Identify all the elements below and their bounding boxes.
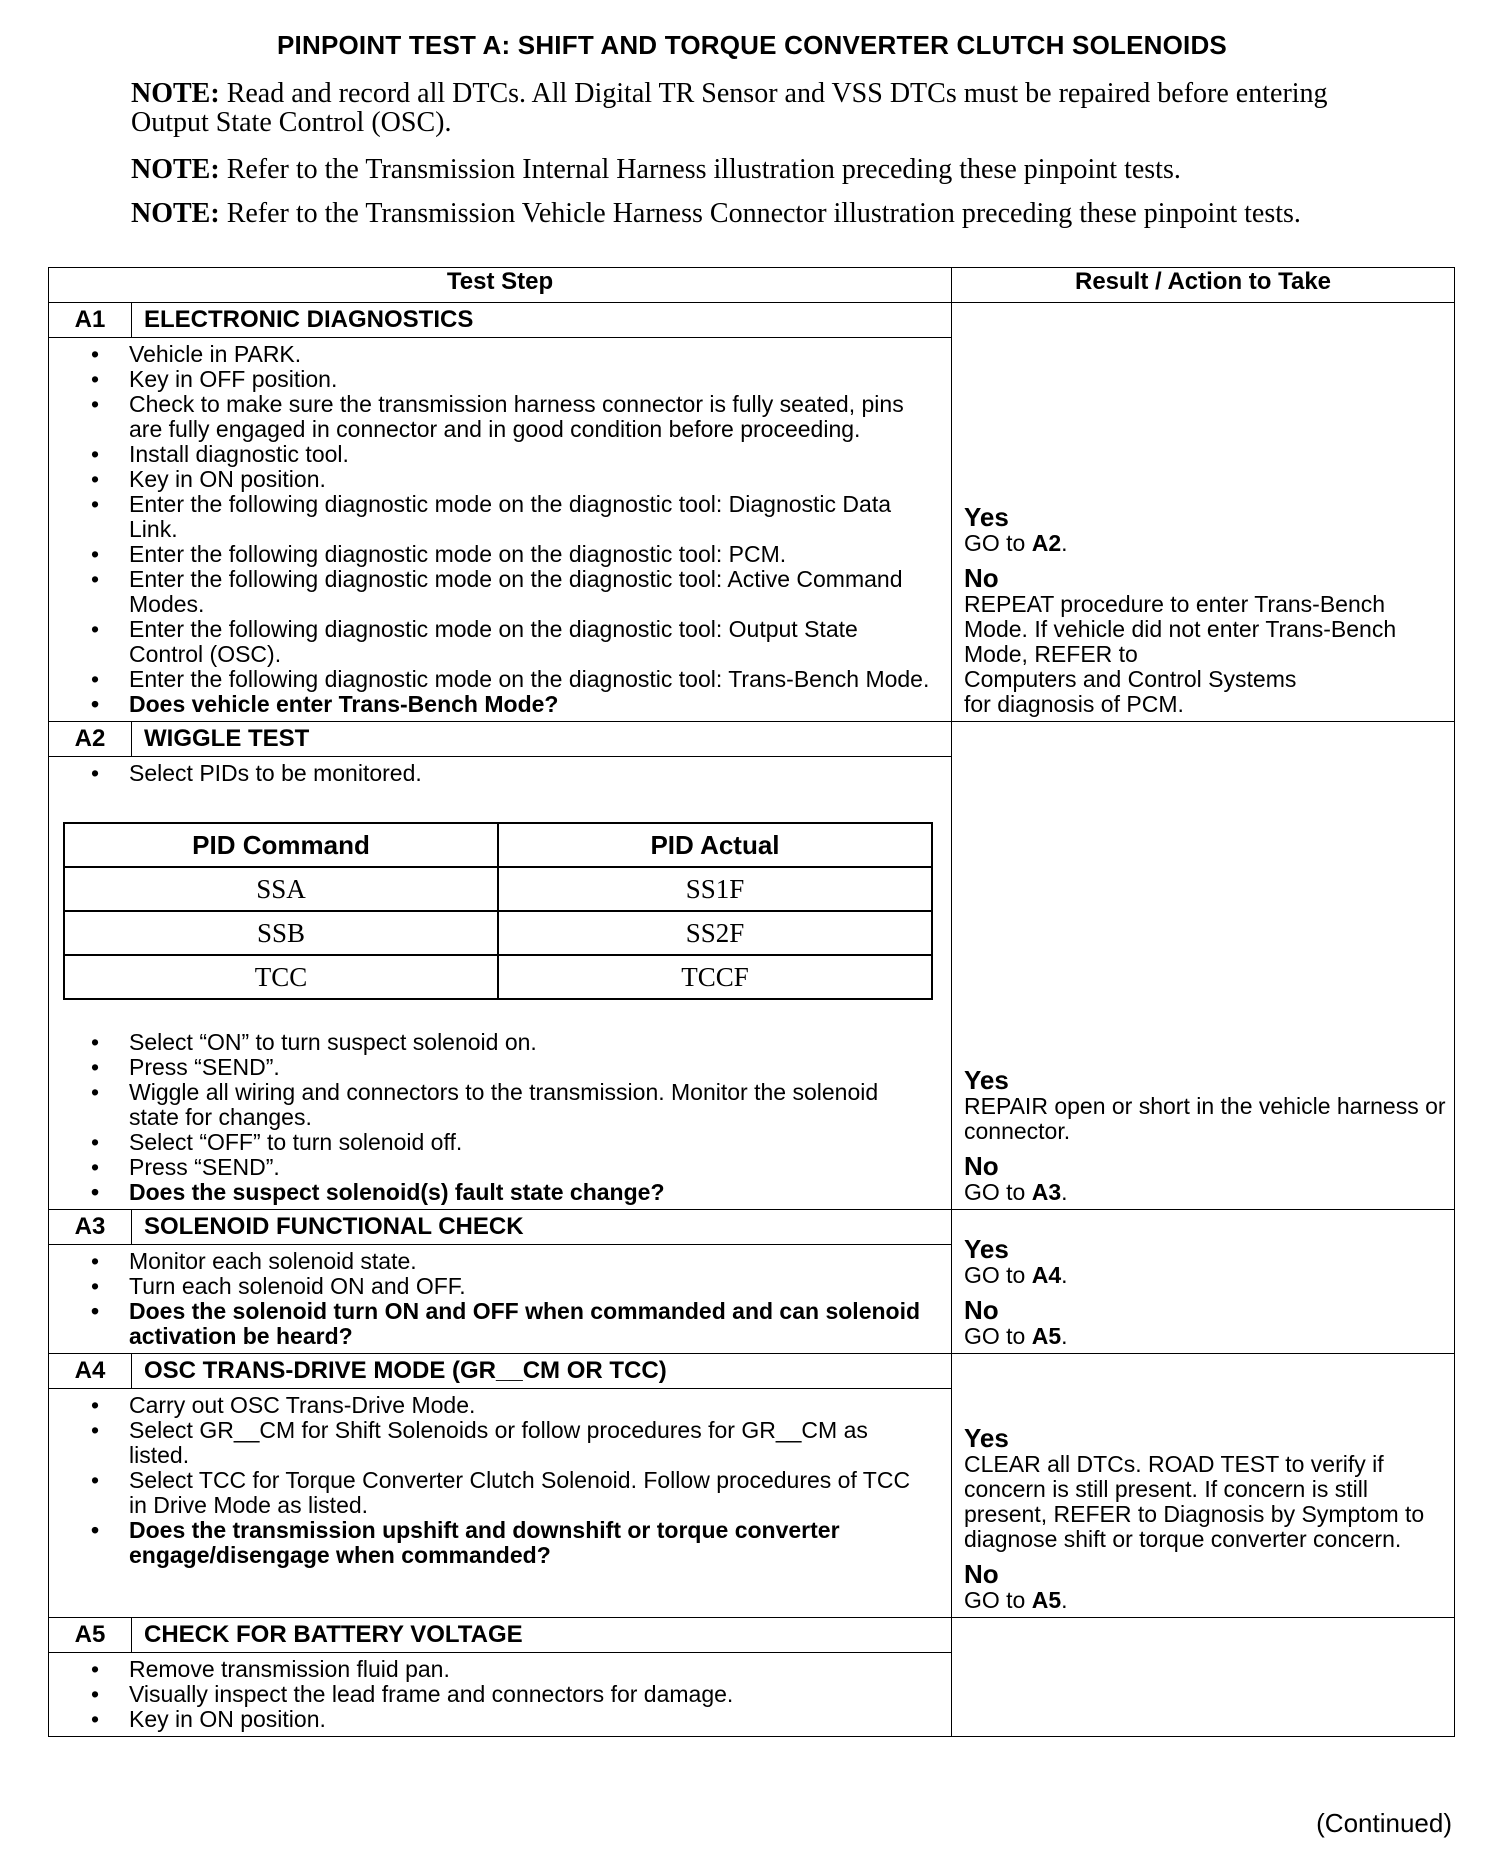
- yes-label: Yes: [964, 502, 1009, 532]
- step-a4-instructions: [49, 1389, 952, 1618]
- step-a5-header: [49, 1618, 1455, 1653]
- step-a1-header: [49, 303, 1455, 338]
- list-item-question: • Does the suspect solenoid(s) fault state change?: [129, 1180, 931, 1205]
- list-item: • Turn each solenoid ON and OFF.: [129, 1274, 931, 1299]
- pid-actual-cell: SS2F: [498, 911, 932, 955]
- col-test-step: Test Step: [49, 268, 952, 303]
- yes-action: GO to A2.: [964, 530, 1068, 556]
- step-id: A3: [49, 1210, 132, 1245]
- step-a4-header: [49, 1354, 1455, 1389]
- no-action: GO to A5.: [964, 1323, 1068, 1349]
- list-item: • Monitor each solenoid state.: [129, 1249, 931, 1274]
- list-item: • Enter the following diagnostic mode on the diagnostic tool: Trans-Bench Mode.: [129, 667, 931, 692]
- step-a4-result: [952, 1354, 1455, 1618]
- pid-command-cell: SSA: [64, 867, 498, 911]
- step-title: OSC TRANS-DRIVE MODE (GR__CM OR TCC): [132, 1354, 952, 1389]
- list-item: • Key in ON position.: [129, 1707, 931, 1732]
- step-a2-instructions: [49, 757, 952, 1210]
- list-item-question: • Does the transmission upshift and downshift or torque converter engage/disengage when commanded?: [129, 1518, 931, 1568]
- table-row: [64, 867, 932, 911]
- step-title: ELECTRONIC DIAGNOSTICS: [132, 303, 952, 338]
- table-header-row: [49, 268, 1455, 303]
- step-id: A4: [49, 1354, 132, 1389]
- list-item: • Carry out OSC Trans-Drive Mode.: [129, 1393, 931, 1418]
- no-action: GO to A3.: [964, 1179, 1068, 1205]
- step-id: A2: [49, 722, 132, 757]
- list-item: • Enter the following diagnostic mode on the diagnostic tool: Active Command Modes.: [129, 567, 931, 617]
- pid-header-row: [64, 823, 932, 867]
- list-item: • Select TCC for Torque Converter Clutch Solenoid. Follow procedures of TCC in Drive Mode as listed.: [129, 1468, 931, 1518]
- no-action: GO to A5.: [964, 1587, 1068, 1613]
- step-a2-header: [49, 722, 1455, 757]
- list-item: • Wiggle all wiring and connectors to the transmission. Monitor the solenoid state for changes.: [129, 1080, 931, 1130]
- list-item: • Select “ON” to turn suspect solenoid on.: [129, 1030, 931, 1055]
- list-item: • Select “OFF” to turn solenoid off.: [129, 1130, 931, 1155]
- pid-table: [63, 822, 933, 1000]
- list-item: • Visually inspect the lead frame and connectors for damage.: [129, 1682, 931, 1707]
- note-3: [131, 199, 1331, 228]
- table-row: [64, 955, 932, 999]
- step-a3-instructions: [49, 1245, 952, 1354]
- list-item: • Select PIDs to be monitored.: [129, 761, 931, 786]
- list-item: • Vehicle in PARK.: [129, 342, 931, 367]
- list-item: • Remove transmission fluid pan.: [129, 1657, 931, 1682]
- step-id: A1: [49, 303, 132, 338]
- list-item: • Enter the following diagnostic mode on the diagnostic tool: Output State Control (OSC).: [129, 617, 931, 667]
- continued-label: (Continued): [1316, 1808, 1452, 1838]
- step-a1-result: [952, 303, 1455, 722]
- pid-command-cell: TCC: [64, 955, 498, 999]
- yes-action: CLEAR all DTCs. ROAD TEST to verify if concern is still present. If concern is still present, REFER to Diagnosis by Symptom to diagnose shift or torque converter concern.: [964, 1451, 1425, 1552]
- pid-actual-cell: TCCF: [498, 955, 932, 999]
- yes-label: Yes: [964, 1423, 1009, 1453]
- step-a5-instructions: [49, 1653, 952, 1737]
- yes-label: Yes: [964, 1234, 1009, 1264]
- yes-action: GO to A4.: [964, 1262, 1068, 1288]
- table-row: [64, 911, 932, 955]
- yes-label: Yes: [964, 1065, 1009, 1095]
- list-item: • Install diagnostic tool.: [129, 442, 931, 467]
- pid-command-header: PID Command: [64, 823, 498, 867]
- no-action: REPEAT procedure to enter Trans-Bench Mode. If vehicle did not enter Trans-Bench Mode, REFER to Computers and Control Systems for diagnosis of PCM.: [964, 591, 1397, 717]
- list-item: • Key in OFF position.: [129, 367, 931, 392]
- list-item: • Press “SEND”.: [129, 1155, 931, 1180]
- list-item: • Select GR__CM for Shift Solenoids or follow procedures for GR__CM as listed.: [129, 1418, 931, 1468]
- yes-action: REPAIR open or short in the vehicle harness or connector.: [964, 1093, 1446, 1144]
- col-result-action: Result / Action to Take: [952, 268, 1455, 303]
- note-text: Refer to the Transmission Vehicle Harness Connector illustration preceding these pinpoint tests.: [226, 198, 1301, 229]
- step-id: A5: [49, 1618, 132, 1653]
- pid-command-cell: SSB: [64, 911, 498, 955]
- step-a5-result: [952, 1618, 1455, 1737]
- list-item: • Enter the following diagnostic mode on the diagnostic tool: Diagnostic Data Link.: [129, 492, 931, 542]
- no-label: No: [964, 563, 999, 593]
- note-label: NOTE:: [131, 78, 220, 109]
- list-item: • Press “SEND”.: [129, 1055, 931, 1080]
- note-2: [131, 155, 1331, 184]
- pid-actual-cell: SS1F: [498, 867, 932, 911]
- step-a2-result: [952, 722, 1455, 1210]
- list-item-question: • Does the solenoid turn ON and OFF when commanded and can solenoid activation be heard?: [129, 1299, 931, 1349]
- no-label: No: [964, 1295, 999, 1325]
- list-item: • Enter the following diagnostic mode on the diagnostic tool: PCM.: [129, 542, 931, 567]
- step-title: SOLENOID FUNCTIONAL CHECK: [132, 1210, 952, 1245]
- note-text: Read and record all DTCs. All Digital TR Sensor and VSS DTCs must be repaired before entering Output State Control (OSC).: [131, 78, 1328, 138]
- pinpoint-test-table: [48, 267, 1455, 1737]
- page-title: PINPOINT TEST A: SHIFT AND TORQUE CONVERTER CLUTCH SOLENOIDS: [277, 30, 1227, 60]
- note-label: NOTE:: [131, 198, 220, 229]
- pid-actual-header: PID Actual: [498, 823, 932, 867]
- note-label: NOTE:: [131, 154, 220, 185]
- step-a3-header: [49, 1210, 1455, 1245]
- note-text: Refer to the Transmission Internal Harness illustration preceding these pinpoint tests.: [226, 154, 1181, 185]
- list-item-question: • Does vehicle enter Trans-Bench Mode?: [129, 692, 931, 717]
- step-a1-instructions: [49, 338, 952, 722]
- step-title: CHECK FOR BATTERY VOLTAGE: [132, 1618, 952, 1653]
- note-1: [131, 79, 1331, 137]
- no-label: No: [964, 1559, 999, 1589]
- step-title: WIGGLE TEST: [132, 722, 952, 757]
- list-item: • Key in ON position.: [129, 467, 931, 492]
- no-label: No: [964, 1151, 999, 1181]
- step-a3-result: [952, 1210, 1455, 1354]
- list-item: • Check to make sure the transmission harness connector is fully seated, pins are fully engaged in connector and in good condition before proceeding.: [129, 392, 931, 442]
